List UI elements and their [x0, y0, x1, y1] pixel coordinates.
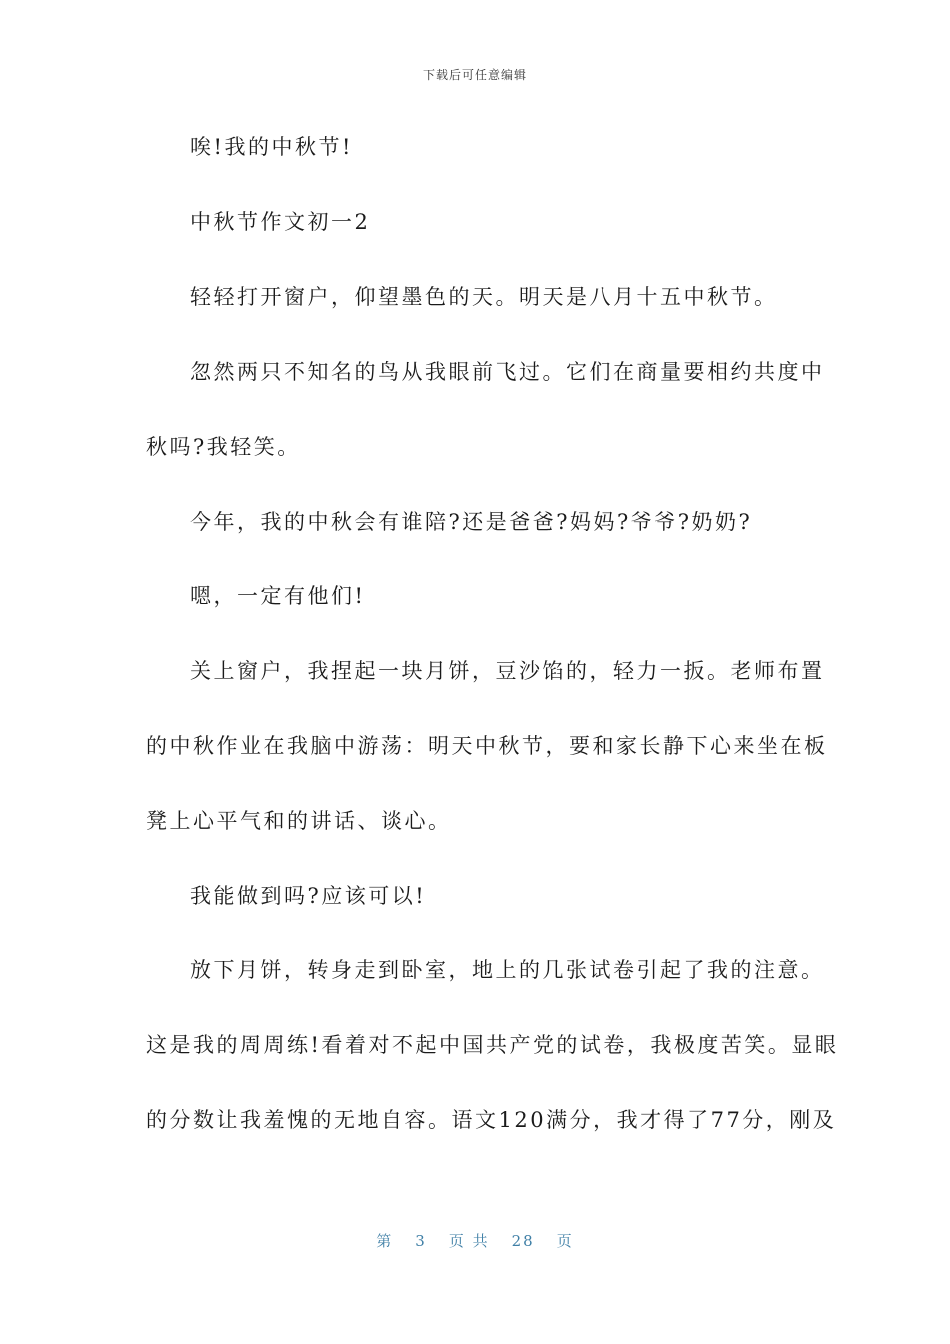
footer-prefix: 第 — [376, 1232, 394, 1250]
footer-suffix: 页 — [556, 1232, 574, 1250]
paragraph-line: 忽然两只不知名的鸟从我眼前飞过。它们在商量要相约共度中 — [190, 360, 825, 384]
paragraph-line: 唉!我的中秋节! — [190, 135, 353, 159]
paragraph-line: 今年，我的中秋会有谁陪?还是爸爸?妈妈?爷爷?奶奶? — [190, 510, 753, 534]
current-page-number: 3 — [415, 1232, 427, 1250]
paragraph-line: 嗯，一定有他们! — [190, 584, 366, 608]
paragraph-line: 关上窗户，我捏起一块月饼，豆沙馅的，轻力一扳。老师布置 — [190, 659, 825, 683]
paragraph-line: 凳上心平气和的讲话、谈心。 — [146, 809, 452, 833]
footer-middle: 页 共 — [448, 1232, 490, 1250]
paragraph-line: 秋吗?我轻笑。 — [146, 435, 301, 459]
page-footer — [0, 1230, 950, 1251]
page-header: 下载后可任意编辑 — [422, 68, 527, 82]
total-page-number: 28 — [511, 1232, 535, 1250]
paragraph-line: 的分数让我羞愧的无地自容。语文120满分，我才得了77分，刚及 — [146, 1108, 837, 1132]
paragraph-line: 轻轻打开窗户，仰望墨色的天。明天是八月十五中秋节。 — [190, 285, 778, 309]
section-title: 中秋节作文初一2 — [190, 210, 371, 234]
paragraph-line: 这是我的周周练!看着对不起中国共产党的试卷，我极度苦笑。显眼 — [146, 1033, 839, 1057]
paragraph-line: 的中秋作业在我脑中游荡：明天中秋节，要和家长静下心来坐在板 — [146, 734, 828, 758]
paragraph-line: 我能做到吗?应该可以! — [190, 884, 427, 908]
paragraph-line: 放下月饼，转身走到卧室，地上的几张试卷引起了我的注意。 — [190, 958, 825, 982]
